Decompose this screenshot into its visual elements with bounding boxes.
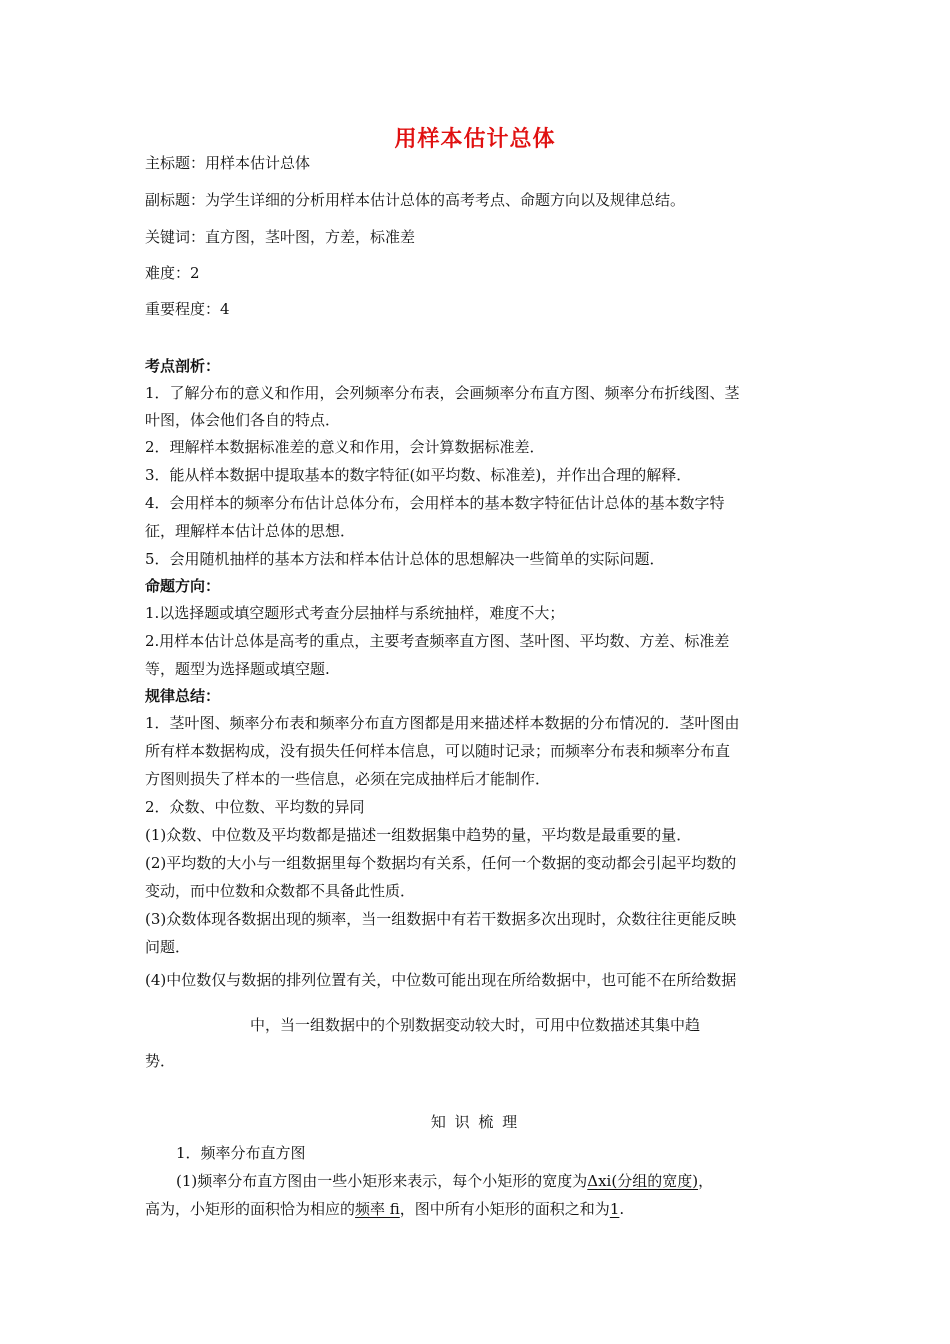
underlined-answer: 1: [609, 1200, 620, 1218]
kaodian-line: 4．会用样本的频率分布估计总体分布，会用样本的基本数字特征估计总体的基本数字特: [145, 494, 725, 512]
subtitle-line: 副标题：为学生详细的分析用样本估计总体的高考考点、命题方向以及规律总结。: [145, 191, 686, 209]
guilv-line: 所有样本数据构成，没有损失任何样本信息，可以随时记录；而频率分布表和频率分布直: [145, 742, 731, 760]
zhishi-heading: 知 识 梳 理: [430, 1113, 520, 1131]
kaodian-line: 征，理解样本估计总体的思想．: [145, 522, 356, 540]
kaodian-line: 3．能从样本数据中提取基本的数字特征(如平均数、标准差)，并作出合理的解释．: [145, 466, 692, 484]
page-title: 用样本估计总体: [394, 127, 556, 152]
kaodian-heading: 考点剖析：: [145, 357, 221, 375]
kaodian-line: 2．理解样本数据标准差的意义和作用，会计算数据标准差．: [145, 438, 545, 456]
guilv-line-centered: 中，当一组数据中的个别数据变动较大时，可用中位数描述其集中趋: [249, 1016, 700, 1034]
guilv-line: 方图则损失了样本的一些信息，必须在完成抽样后才能制作．: [145, 770, 551, 788]
guilv-line: 问题．: [145, 938, 191, 956]
kaodian-line: 叶图，体会他们各自的特点．: [145, 411, 341, 429]
guilv-line: (3)众数体现各数据出现的频率，当一组数据中有若干数据多次出现时，众数往往更能反映: [145, 910, 737, 928]
zhishi-item-title: 1．频率分布直方图: [176, 1144, 306, 1162]
guilv-line: (4)中位数仅与数据的排列位置有关，中位数可能出现在所给数据中，也可能不在所给数据: [145, 971, 737, 989]
mingti-line: 等，题型为选择题或填空题.: [145, 660, 330, 678]
guilv-line: 变动，而中位数和众数都不具备此性质．: [145, 882, 416, 900]
text-segment: 高为，小矩形的面积恰为相应的: [145, 1200, 356, 1218]
importance-line: 重要程度：4: [145, 300, 230, 318]
mingti-line: 2.用样本估计总体是高考的重点，主要考查频率直方图、茎叶图、平均数、方差、标准差: [145, 632, 730, 650]
guilv-line: (1)众数、中位数及平均数都是描述一组数据集中趋势的量，平均数是最重要的量．: [145, 826, 692, 844]
text-segment: ，: [698, 1172, 714, 1190]
main-title-line: 主标题：用样本估计总体: [145, 154, 311, 172]
guilv-heading: 规律总结：: [145, 687, 221, 705]
text-segment: (1)频率分布直方图由一些小矩形来表示，每个小矩形的宽度为: [176, 1172, 588, 1190]
kaodian-line: 5．会用随机抽样的基本方法和样本估计总体的思想解决一些简单的实际问题．: [145, 550, 665, 568]
guilv-line: 1．茎叶图、频率分布表和频率分布直方图都是用来描述样本数据的分布情况的．茎叶图由: [145, 714, 740, 732]
guilv-line: (2)平均数的大小与一组数据里每个数据均有关系，任何一个数据的变动都会引起平均数的: [145, 854, 737, 872]
mingti-line: 1.以选择题或填空题形式考查分层抽样与系统抽样，难度不大；: [145, 604, 565, 622]
zhishi-paragraph-line1: [176, 1171, 713, 1191]
guilv-line: 势．: [145, 1052, 176, 1070]
underlined-answer: 频率 fi: [355, 1200, 400, 1218]
guilv-line: 2．众数、中位数、平均数的异同: [145, 798, 365, 816]
text-segment: .: [619, 1200, 625, 1218]
underlined-answer: Δxi(分组的宽度): [587, 1172, 699, 1190]
mingti-heading: 命题方向：: [145, 577, 221, 595]
kaodian-line: 1．了解分布的意义和作用，会列频率分布表，会画频率分布直方图、频率分布折线图、茎: [145, 384, 740, 402]
zhishi-paragraph-line2: [145, 1199, 624, 1219]
difficulty-line: 难度：2: [145, 264, 200, 282]
keywords-line: 关键词：直方图，茎叶图，方差，标准差: [145, 228, 416, 246]
text-segment: ，图中所有小矩形的面积之和为: [399, 1200, 610, 1218]
